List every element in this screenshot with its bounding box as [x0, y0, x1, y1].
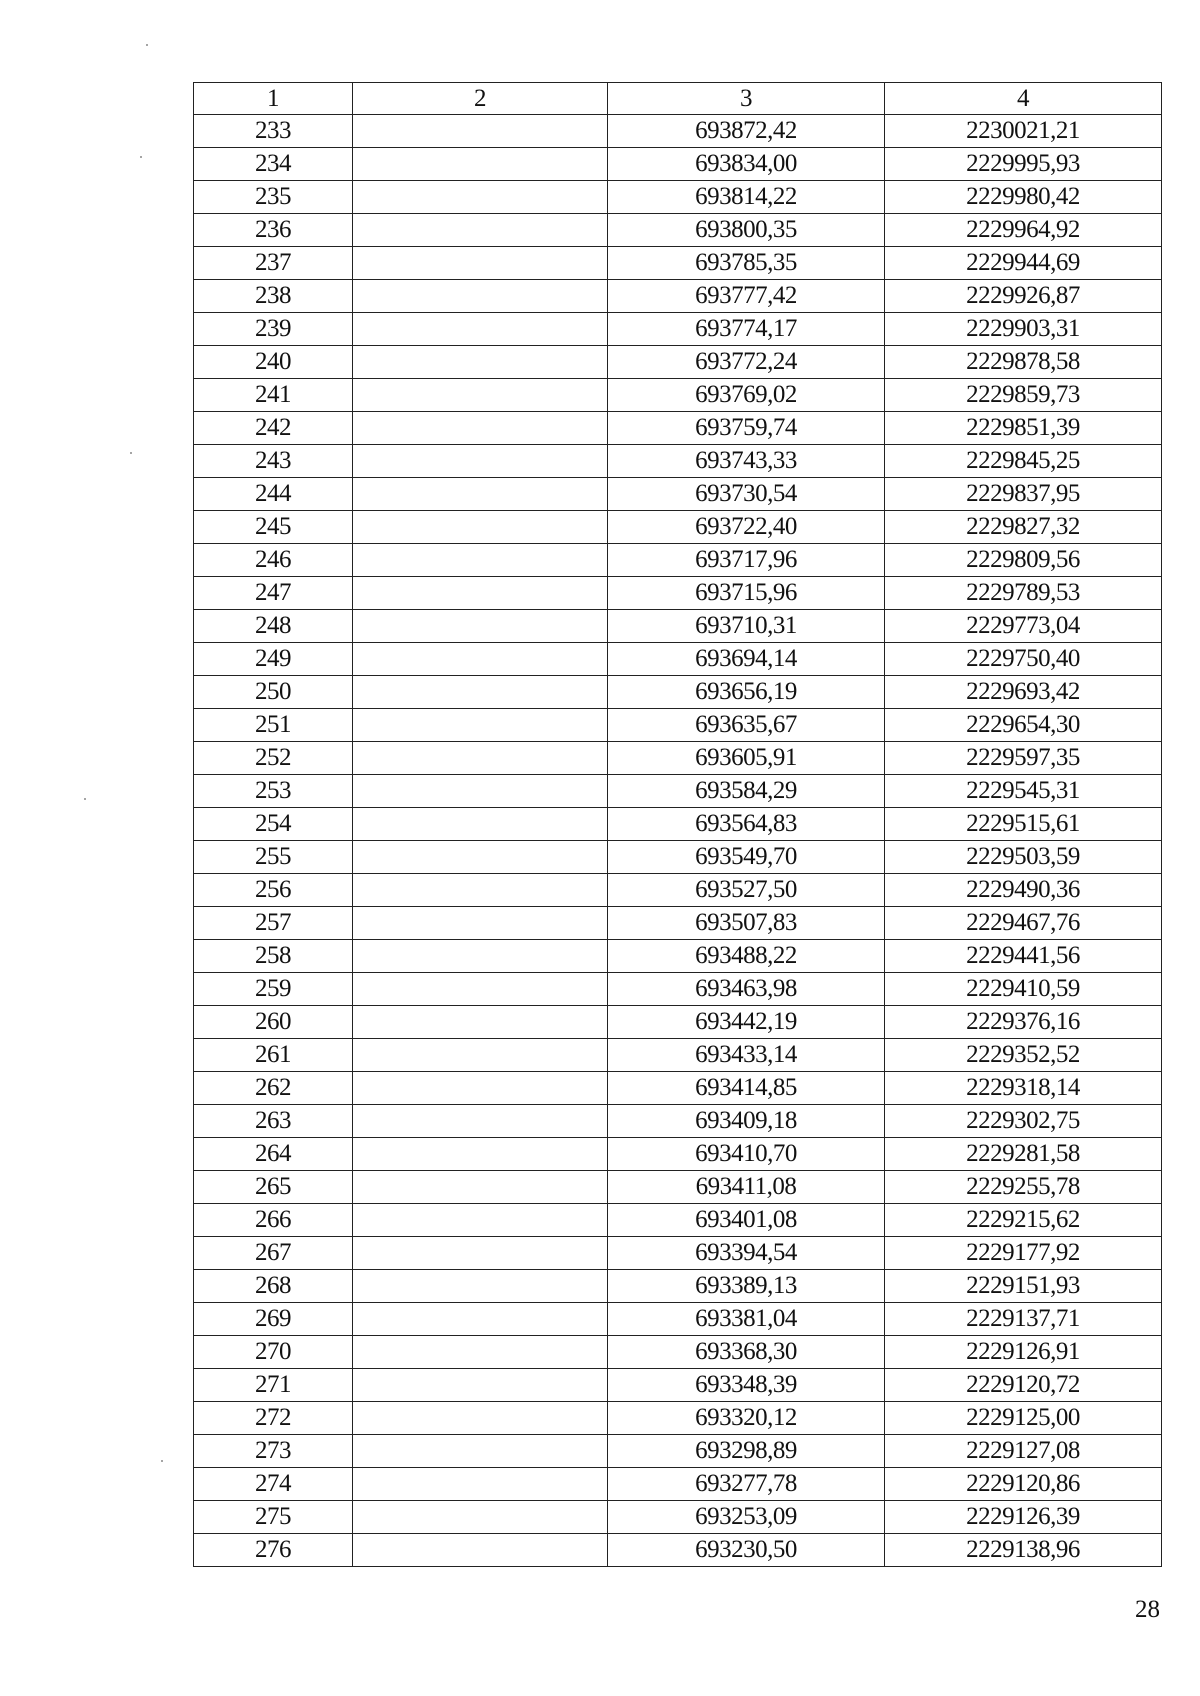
- blank-cell: [353, 280, 608, 313]
- point-number-cell: 276: [194, 1534, 353, 1567]
- point-number-cell: 270: [194, 1336, 353, 1369]
- x-coordinate-cell: 693656,19: [608, 676, 885, 709]
- x-coordinate-cell: 693410,70: [608, 1138, 885, 1171]
- blank-cell: [353, 313, 608, 346]
- blank-cell: [353, 709, 608, 742]
- table-row: [194, 247, 1162, 280]
- blank-cell: [353, 808, 608, 841]
- point-number-cell: 254: [194, 808, 353, 841]
- column-header-1: 1: [194, 83, 353, 115]
- blank-cell: [353, 1072, 608, 1105]
- table-row: [194, 940, 1162, 973]
- table-row: [194, 181, 1162, 214]
- x-coordinate-cell: 693320,12: [608, 1402, 885, 1435]
- y-coordinate-cell: 2229215,62: [885, 1204, 1162, 1237]
- table-row: [194, 412, 1162, 445]
- table-row: [194, 379, 1162, 412]
- point-number-cell: 252: [194, 742, 353, 775]
- point-number-cell: 262: [194, 1072, 353, 1105]
- x-coordinate-cell: 693348,39: [608, 1369, 885, 1402]
- table-row: [194, 1138, 1162, 1171]
- table-row: [194, 1039, 1162, 1072]
- table-row: [194, 1402, 1162, 1435]
- table-row: [194, 1435, 1162, 1468]
- x-coordinate-cell: 693785,35: [608, 247, 885, 280]
- x-coordinate-cell: 693772,24: [608, 346, 885, 379]
- x-coordinate-cell: 693635,67: [608, 709, 885, 742]
- x-coordinate-cell: 693401,08: [608, 1204, 885, 1237]
- x-coordinate-cell: 693298,89: [608, 1435, 885, 1468]
- y-coordinate-cell: 2229255,78: [885, 1171, 1162, 1204]
- table-row: [194, 643, 1162, 676]
- table-row: [194, 1336, 1162, 1369]
- y-coordinate-cell: 2229126,39: [885, 1501, 1162, 1534]
- x-coordinate-cell: 693777,42: [608, 280, 885, 313]
- point-number-cell: 268: [194, 1270, 353, 1303]
- blank-cell: [353, 676, 608, 709]
- blank-cell: [353, 1534, 608, 1567]
- point-number-cell: 272: [194, 1402, 353, 1435]
- point-number-cell: 234: [194, 148, 353, 181]
- blank-cell: [353, 940, 608, 973]
- point-number-cell: 260: [194, 1006, 353, 1039]
- y-coordinate-cell: 2229177,92: [885, 1237, 1162, 1270]
- y-coordinate-cell: 2229693,42: [885, 676, 1162, 709]
- x-coordinate-cell: 693277,78: [608, 1468, 885, 1501]
- table-row: [194, 313, 1162, 346]
- y-coordinate-cell: 2229138,96: [885, 1534, 1162, 1567]
- x-coordinate-cell: 693774,17: [608, 313, 885, 346]
- point-number-cell: 264: [194, 1138, 353, 1171]
- scan-speck: [130, 452, 132, 454]
- y-coordinate-cell: 2229281,58: [885, 1138, 1162, 1171]
- column-header-3: 3: [608, 83, 885, 115]
- point-number-cell: 256: [194, 874, 353, 907]
- point-number-cell: 263: [194, 1105, 353, 1138]
- x-coordinate-cell: 693253,09: [608, 1501, 885, 1534]
- point-number-cell: 266: [194, 1204, 353, 1237]
- blank-cell: [353, 973, 608, 1006]
- y-coordinate-cell: 2229352,52: [885, 1039, 1162, 1072]
- y-coordinate-cell: 2229376,16: [885, 1006, 1162, 1039]
- table-row: [194, 808, 1162, 841]
- point-number-cell: 236: [194, 214, 353, 247]
- point-number-cell: 251: [194, 709, 353, 742]
- table-row: [194, 115, 1162, 148]
- point-number-cell: 245: [194, 511, 353, 544]
- y-coordinate-cell: 2229809,56: [885, 544, 1162, 577]
- column-header-2: 2: [353, 83, 608, 115]
- x-coordinate-cell: 693389,13: [608, 1270, 885, 1303]
- scan-speck: [161, 1460, 163, 1462]
- scan-speck: [140, 156, 142, 158]
- y-coordinate-cell: 2229654,30: [885, 709, 1162, 742]
- point-number-cell: 255: [194, 841, 353, 874]
- x-coordinate-cell: 693414,85: [608, 1072, 885, 1105]
- blank-cell: [353, 1171, 608, 1204]
- table-row: [194, 1072, 1162, 1105]
- x-coordinate-cell: 693769,02: [608, 379, 885, 412]
- y-coordinate-cell: 2229851,39: [885, 412, 1162, 445]
- table-row: [194, 742, 1162, 775]
- point-number-cell: 273: [194, 1435, 353, 1468]
- table-row: [194, 1534, 1162, 1567]
- blank-cell: [353, 544, 608, 577]
- scan-speck: [146, 44, 148, 46]
- y-coordinate-cell: 2230021,21: [885, 115, 1162, 148]
- y-coordinate-cell: 2229773,04: [885, 610, 1162, 643]
- point-number-cell: 242: [194, 412, 353, 445]
- y-coordinate-cell: 2229878,58: [885, 346, 1162, 379]
- y-coordinate-cell: 2229410,59: [885, 973, 1162, 1006]
- x-coordinate-cell: 693394,54: [608, 1237, 885, 1270]
- blank-cell: [353, 1039, 608, 1072]
- table-row: [194, 511, 1162, 544]
- blank-cell: [353, 577, 608, 610]
- y-coordinate-cell: 2229137,71: [885, 1303, 1162, 1336]
- point-number-cell: 237: [194, 247, 353, 280]
- y-coordinate-cell: 2229903,31: [885, 313, 1162, 346]
- table-row: [194, 1303, 1162, 1336]
- x-coordinate-cell: 693694,14: [608, 643, 885, 676]
- point-number-cell: 253: [194, 775, 353, 808]
- point-number-cell: 244: [194, 478, 353, 511]
- blank-cell: [353, 1105, 608, 1138]
- table-row: [194, 214, 1162, 247]
- x-coordinate-cell: 693743,33: [608, 445, 885, 478]
- table-row: [194, 148, 1162, 181]
- x-coordinate-cell: 693710,31: [608, 610, 885, 643]
- y-coordinate-cell: 2229151,93: [885, 1270, 1162, 1303]
- y-coordinate-cell: 2229995,93: [885, 148, 1162, 181]
- blank-cell: [353, 1237, 608, 1270]
- x-coordinate-cell: 693759,74: [608, 412, 885, 445]
- page-number: 28: [1135, 1596, 1160, 1623]
- point-number-cell: 275: [194, 1501, 353, 1534]
- table-row: [194, 280, 1162, 313]
- table-row: [194, 1006, 1162, 1039]
- x-coordinate-cell: 693722,40: [608, 511, 885, 544]
- point-number-cell: 235: [194, 181, 353, 214]
- blank-cell: [353, 181, 608, 214]
- table-row: [194, 1270, 1162, 1303]
- y-coordinate-cell: 2229964,92: [885, 214, 1162, 247]
- point-number-cell: 261: [194, 1039, 353, 1072]
- table-row: [194, 544, 1162, 577]
- y-coordinate-cell: 2229490,36: [885, 874, 1162, 907]
- table-row: [194, 1369, 1162, 1402]
- point-number-cell: 259: [194, 973, 353, 1006]
- table-row: [194, 709, 1162, 742]
- point-number-cell: 265: [194, 1171, 353, 1204]
- y-coordinate-cell: 2229827,32: [885, 511, 1162, 544]
- point-number-cell: 258: [194, 940, 353, 973]
- point-number-cell: 246: [194, 544, 353, 577]
- y-coordinate-cell: 2229318,14: [885, 1072, 1162, 1105]
- y-coordinate-cell: 2229126,91: [885, 1336, 1162, 1369]
- y-coordinate-cell: 2229926,87: [885, 280, 1162, 313]
- blank-cell: [353, 1006, 608, 1039]
- blank-cell: [353, 1270, 608, 1303]
- blank-cell: [353, 346, 608, 379]
- x-coordinate-cell: 693442,19: [608, 1006, 885, 1039]
- x-coordinate-cell: 693411,08: [608, 1171, 885, 1204]
- y-coordinate-cell: 2229120,86: [885, 1468, 1162, 1501]
- scan-speck: [84, 798, 86, 800]
- point-number-cell: 243: [194, 445, 353, 478]
- point-number-cell: 274: [194, 1468, 353, 1501]
- x-coordinate-cell: 693409,18: [608, 1105, 885, 1138]
- x-coordinate-cell: 693605,91: [608, 742, 885, 775]
- blank-cell: [353, 775, 608, 808]
- table-row: [194, 1105, 1162, 1138]
- blank-cell: [353, 247, 608, 280]
- y-coordinate-cell: 2229859,73: [885, 379, 1162, 412]
- table-row: [194, 1501, 1162, 1534]
- table-row: [194, 676, 1162, 709]
- blank-cell: [353, 643, 608, 676]
- blank-cell: [353, 379, 608, 412]
- table-header-row: [194, 83, 1162, 115]
- x-coordinate-cell: 693800,35: [608, 214, 885, 247]
- blank-cell: [353, 1468, 608, 1501]
- blank-cell: [353, 412, 608, 445]
- point-number-cell: 269: [194, 1303, 353, 1336]
- blank-cell: [353, 1402, 608, 1435]
- point-number-cell: 271: [194, 1369, 353, 1402]
- y-coordinate-cell: 2229545,31: [885, 775, 1162, 808]
- blank-cell: [353, 1369, 608, 1402]
- table-row: [194, 907, 1162, 940]
- blank-cell: [353, 511, 608, 544]
- x-coordinate-cell: 693488,22: [608, 940, 885, 973]
- table-row: [194, 1468, 1162, 1501]
- blank-cell: [353, 214, 608, 247]
- point-number-cell: 239: [194, 313, 353, 346]
- blank-cell: [353, 478, 608, 511]
- y-coordinate-cell: 2229120,72: [885, 1369, 1162, 1402]
- blank-cell: [353, 445, 608, 478]
- blank-cell: [353, 742, 608, 775]
- blank-cell: [353, 1303, 608, 1336]
- x-coordinate-cell: 693872,42: [608, 115, 885, 148]
- y-coordinate-cell: 2229127,08: [885, 1435, 1162, 1468]
- blank-cell: [353, 907, 608, 940]
- y-coordinate-cell: 2229125,00: [885, 1402, 1162, 1435]
- table-row: [194, 346, 1162, 379]
- x-coordinate-cell: 693730,54: [608, 478, 885, 511]
- y-coordinate-cell: 2229503,59: [885, 841, 1162, 874]
- point-number-cell: 247: [194, 577, 353, 610]
- x-coordinate-cell: 693715,96: [608, 577, 885, 610]
- blank-cell: [353, 1435, 608, 1468]
- x-coordinate-cell: 693230,50: [608, 1534, 885, 1567]
- table-row: [194, 577, 1162, 610]
- table-row: [194, 478, 1162, 511]
- blank-cell: [353, 610, 608, 643]
- point-number-cell: 238: [194, 280, 353, 313]
- x-coordinate-cell: 693834,00: [608, 148, 885, 181]
- x-coordinate-cell: 693507,83: [608, 907, 885, 940]
- y-coordinate-cell: 2229980,42: [885, 181, 1162, 214]
- table-row: [194, 973, 1162, 1006]
- x-coordinate-cell: 693433,14: [608, 1039, 885, 1072]
- y-coordinate-cell: 2229467,76: [885, 907, 1162, 940]
- table-row: [194, 1171, 1162, 1204]
- x-coordinate-cell: 693814,22: [608, 181, 885, 214]
- column-header-4: 4: [885, 83, 1162, 115]
- x-coordinate-cell: 693717,96: [608, 544, 885, 577]
- x-coordinate-cell: 693381,04: [608, 1303, 885, 1336]
- blank-cell: [353, 115, 608, 148]
- x-coordinate-cell: 693463,98: [608, 973, 885, 1006]
- point-number-cell: 241: [194, 379, 353, 412]
- blank-cell: [353, 874, 608, 907]
- point-number-cell: 240: [194, 346, 353, 379]
- y-coordinate-cell: 2229302,75: [885, 1105, 1162, 1138]
- table-body: [194, 115, 1162, 1567]
- point-number-cell: 248: [194, 610, 353, 643]
- y-coordinate-cell: 2229441,56: [885, 940, 1162, 973]
- y-coordinate-cell: 2229944,69: [885, 247, 1162, 280]
- x-coordinate-cell: 693549,70: [608, 841, 885, 874]
- blank-cell: [353, 1501, 608, 1534]
- table-row: [194, 775, 1162, 808]
- point-number-cell: 257: [194, 907, 353, 940]
- coordinates-table: [193, 82, 1162, 1567]
- x-coordinate-cell: 693564,83: [608, 808, 885, 841]
- blank-cell: [353, 841, 608, 874]
- point-number-cell: 267: [194, 1237, 353, 1270]
- y-coordinate-cell: 2229515,61: [885, 808, 1162, 841]
- y-coordinate-cell: 2229789,53: [885, 577, 1162, 610]
- point-number-cell: 233: [194, 115, 353, 148]
- table-row: [194, 874, 1162, 907]
- blank-cell: [353, 148, 608, 181]
- table-row: [194, 445, 1162, 478]
- y-coordinate-cell: 2229837,95: [885, 478, 1162, 511]
- table-row: [194, 1204, 1162, 1237]
- x-coordinate-cell: 693527,50: [608, 874, 885, 907]
- y-coordinate-cell: 2229597,35: [885, 742, 1162, 775]
- x-coordinate-cell: 693368,30: [608, 1336, 885, 1369]
- table-row: [194, 841, 1162, 874]
- y-coordinate-cell: 2229845,25: [885, 445, 1162, 478]
- x-coordinate-cell: 693584,29: [608, 775, 885, 808]
- point-number-cell: 249: [194, 643, 353, 676]
- point-number-cell: 250: [194, 676, 353, 709]
- blank-cell: [353, 1336, 608, 1369]
- table-row: [194, 610, 1162, 643]
- blank-cell: [353, 1204, 608, 1237]
- y-coordinate-cell: 2229750,40: [885, 643, 1162, 676]
- blank-cell: [353, 1138, 608, 1171]
- table-row: [194, 1237, 1162, 1270]
